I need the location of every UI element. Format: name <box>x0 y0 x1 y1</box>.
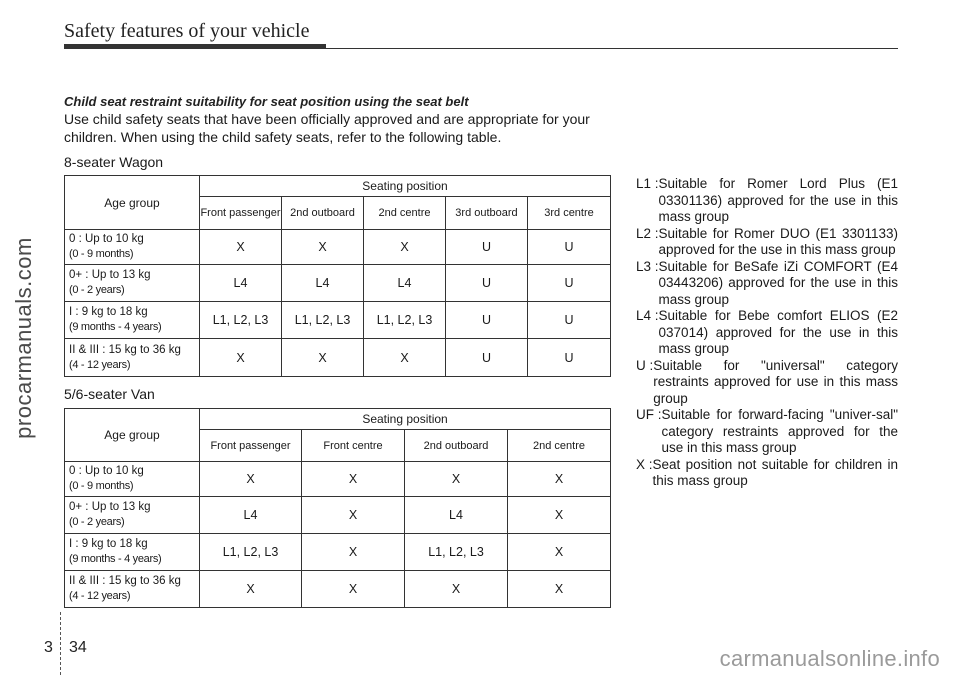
table-row <box>65 265 611 302</box>
age-cell: I : 9 kg to 18 kg (9 months - 4 years) <box>65 302 200 339</box>
value-cell: X <box>508 571 611 608</box>
page-divider <box>60 612 61 675</box>
legend-item: L4 : Suitable for Bebe comfort ELIOS (E2 037014) approved for the use in this mass group <box>636 308 898 356</box>
age-cell: II & III : 15 kg to 36 kg (4 - 12 years) <box>65 571 200 608</box>
legend <box>636 176 898 490</box>
value-cell: X <box>200 339 282 377</box>
table-row <box>65 497 611 534</box>
header-rule <box>326 48 898 49</box>
value-cell: U <box>528 265 611 302</box>
value-cell: X <box>405 462 508 497</box>
age-cell: 0+ : Up to 13 kg (0 - 2 years) <box>65 497 200 534</box>
wagon-caption: 8-seater Wagon <box>64 154 164 170</box>
value-cell: U <box>446 265 528 302</box>
value-cell: X <box>302 497 405 534</box>
legend-item: X : Seat position not suitable for children in this mass group <box>636 456 898 488</box>
value-cell: L1, L2, L3 <box>200 534 302 571</box>
value-cell: L4 <box>200 265 282 302</box>
table-row <box>65 339 611 377</box>
wagon-table <box>64 175 611 377</box>
table-row <box>65 571 611 608</box>
wagon-col-header: 2nd centre <box>364 197 446 230</box>
value-cell: X <box>200 462 302 497</box>
value-cell: X <box>282 230 364 265</box>
value-cell: L1, L2, L3 <box>200 302 282 339</box>
footer-watermark: carmanualsonline.info <box>719 646 940 671</box>
value-cell: X <box>302 571 405 608</box>
intro-paragraph: Use child safety seats that have been officially approved and are appropriate for your children. When using the child safety seats, refer to the following table. <box>64 111 590 145</box>
age-cell: 0+ : Up to 13 kg (0 - 2 years) <box>65 265 200 302</box>
value-cell: X <box>200 571 302 608</box>
value-cell: U <box>528 339 611 377</box>
value-cell: L1, L2, L3 <box>282 302 364 339</box>
legend-item: U : Suitable for "universal" category restraints approved for use in this mass group <box>636 357 898 406</box>
age-cell: II & III : 15 kg to 36 kg (4 - 12 years) <box>65 339 200 377</box>
section-title: Child seat restraint suitability for seat position using the seat belt <box>64 94 469 109</box>
age-cell: 0 : Up to 10 kg (0 - 9 months) <box>65 462 200 497</box>
value-cell: L1, L2, L3 <box>405 534 508 571</box>
wagon-seating-header: Seating position <box>200 176 611 197</box>
table-row <box>65 462 611 497</box>
side-watermark <box>2 0 46 675</box>
van-col-header: 2nd outboard <box>405 430 508 462</box>
value-cell: L4 <box>364 265 446 302</box>
van-caption: 5/6-seater Van <box>64 386 155 402</box>
value-cell: X <box>508 497 611 534</box>
wagon-age-header: Age group <box>65 176 200 230</box>
chapter-number: 3 <box>44 639 53 656</box>
side-watermark-text: procarmanuals.com <box>11 236 36 439</box>
value-cell: U <box>528 302 611 339</box>
value-cell: U <box>446 302 528 339</box>
value-cell: X <box>364 339 446 377</box>
value-cell: U <box>446 230 528 265</box>
value-cell: L4 <box>200 497 302 534</box>
value-cell: L4 <box>282 265 364 302</box>
legend-item: L1 : Suitable for Romer Lord Plus (E1 03301136) approved for the use in this mass group <box>636 176 898 224</box>
table-row <box>65 230 611 265</box>
legend-item: L2 : Suitable for Romer DUO (E1 3301133) approved for the use in this mass group <box>636 225 898 257</box>
age-cell: 0 : Up to 10 kg (0 - 9 months) <box>65 230 200 265</box>
van-seating-header: Seating position <box>200 409 611 430</box>
value-cell: L4 <box>405 497 508 534</box>
value-cell: U <box>528 230 611 265</box>
value-cell: X <box>508 462 611 497</box>
page-header-title: Safety features of your vehicle <box>64 20 310 42</box>
wagon-col-header: 3rd centre <box>528 197 611 230</box>
van-col-header: 2nd centre <box>508 430 611 462</box>
legend-item: UF : Suitable for forward-facing "univer-sal" category restraints approved for the use in this mass group <box>636 407 898 455</box>
value-cell: L1, L2, L3 <box>364 302 446 339</box>
table-row <box>65 534 611 571</box>
value-cell: X <box>364 230 446 265</box>
table-row <box>65 302 611 339</box>
van-col-header: Front passenger <box>200 430 302 462</box>
age-cell: I : 9 kg to 18 kg (9 months - 4 years) <box>65 534 200 571</box>
header-bar <box>64 44 326 49</box>
van-age-header: Age group <box>65 409 200 462</box>
value-cell: X <box>508 534 611 571</box>
legend-item: L3 : Suitable for BeSafe iZi COMFORT (E4 03443206) approved for the use in this mass group <box>636 258 898 307</box>
value-cell: X <box>302 534 405 571</box>
value-cell: X <box>282 339 364 377</box>
value-cell: X <box>200 230 282 265</box>
value-cell: X <box>302 462 405 497</box>
wagon-col-header: Front passenger <box>200 197 282 230</box>
page-number: 34 <box>69 639 87 656</box>
wagon-col-header: 3rd outboard <box>446 197 528 230</box>
value-cell: U <box>446 339 528 377</box>
van-col-header: Front centre <box>302 430 405 462</box>
value-cell: X <box>405 571 508 608</box>
van-table <box>64 408 611 608</box>
wagon-col-header: 2nd outboard <box>282 197 364 230</box>
